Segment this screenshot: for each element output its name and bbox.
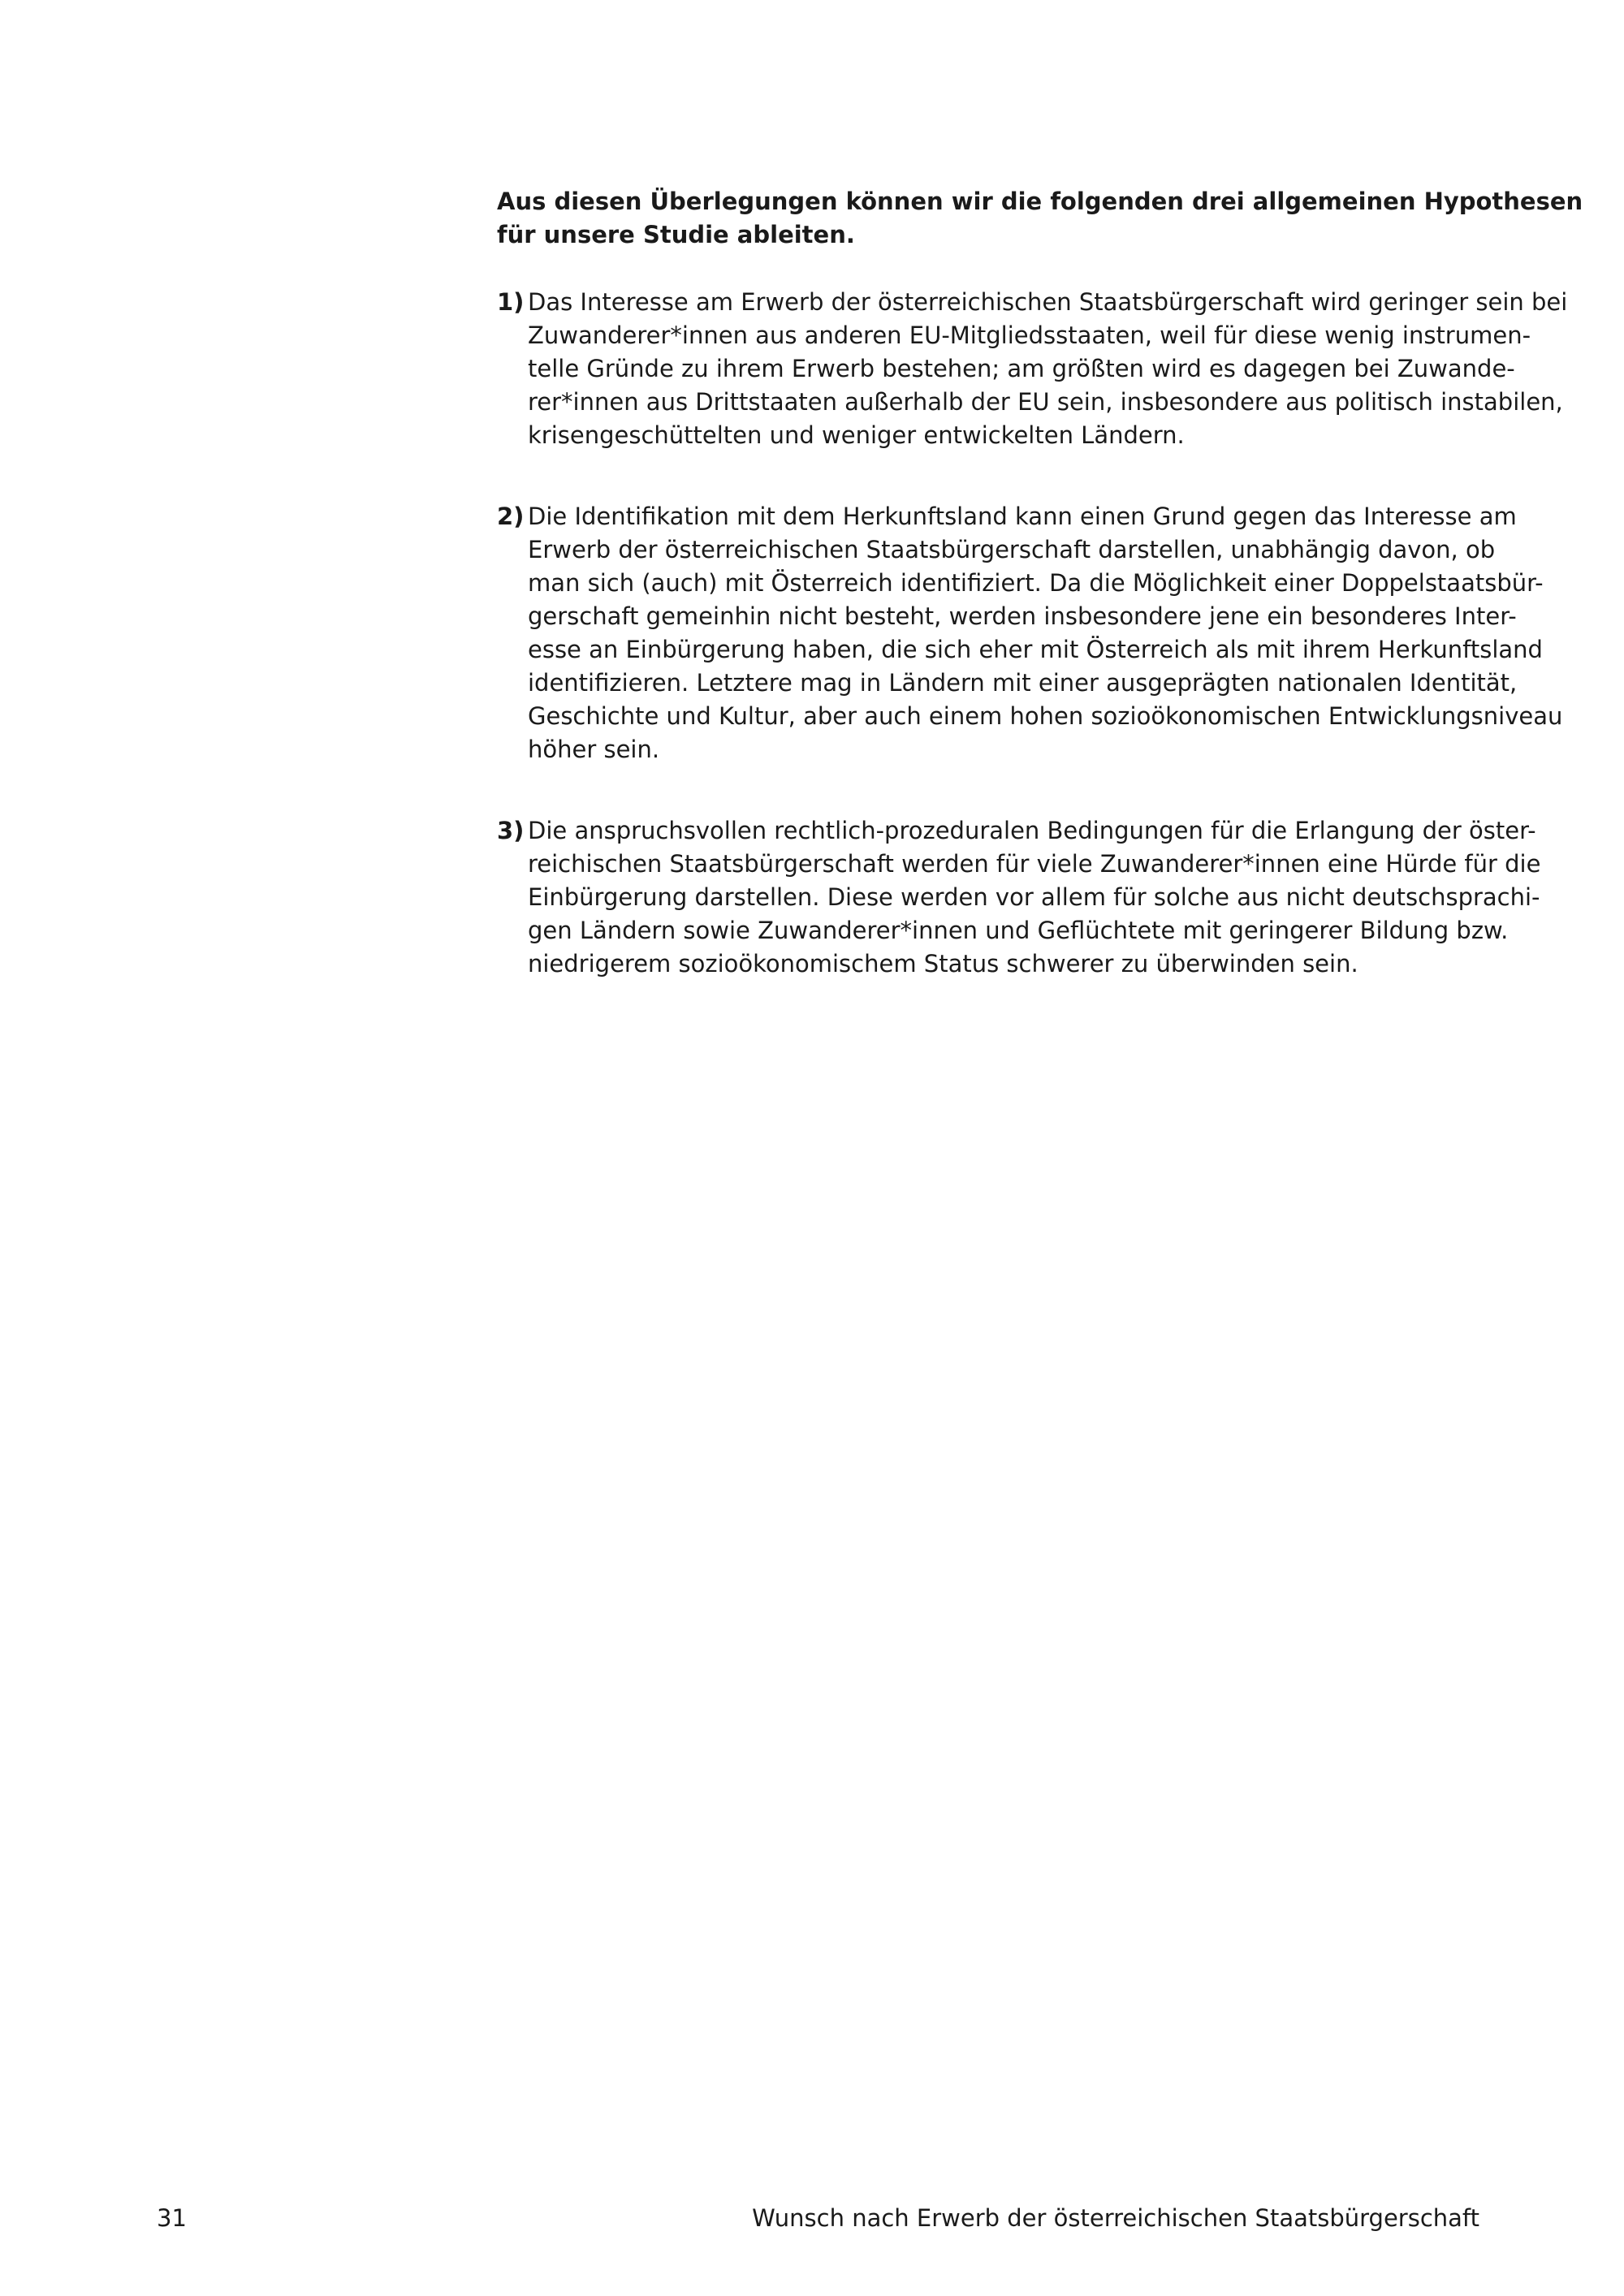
- hypothesis-text: [528, 814, 1540, 981]
- hypothesis-line: rer*innen aus Drittstaaten außerhalb der EU sein, insbesondere aus politisch instabilen,: [528, 388, 1563, 416]
- hypothesis-line: esse an Einbürgerung haben, die sich eher mit Österreich als mit ihrem Herkunftsland: [528, 636, 1543, 663]
- hypothesis-line: höher sein.: [528, 736, 660, 763]
- intro-heading: [497, 185, 1583, 252]
- hypothesis-line: identifizieren. Letztere mag in Ländern mit einer ausgeprägten nationalen Identität,: [528, 669, 1518, 697]
- hypothesis-line: gen Ländern sowie Zuwanderer*innen und Geflüchtete mit geringerer Bildung bzw.: [528, 917, 1509, 944]
- hypothesis-line: Die Identifikation mit dem Herkunftsland kann einen Grund gegen das Interesse am: [528, 503, 1517, 530]
- hypothesis-line: niedrigerem sozioökonomischem Status schwerer zu überwinden sein.: [528, 950, 1358, 978]
- hypothesis-line: Die anspruchsvollen rechtlich-prozeduralen Bedingungen für die Erlangung der öster-: [528, 817, 1536, 844]
- hypothesis-line: Einbürgerung darstellen. Diese werden vor allem für solche aus nicht deutschsprachi-: [528, 883, 1540, 911]
- hypothesis-text: [528, 286, 1567, 452]
- intro-line: Aus diesen Überlegungen können wir die folgenden drei allgemeinen Hypothesen: [497, 188, 1583, 215]
- page-number: 31: [157, 2204, 187, 2232]
- hypothesis-line: Erwerb der österreichischen Staatsbürgerschaft darstellen, unabhängig davon, ob: [528, 536, 1496, 563]
- hypothesis-text: [528, 500, 1562, 766]
- hypothesis-line: reichischen Staatsbürgerschaft werden für viele Zuwanderer*innen eine Hürde für die: [528, 850, 1541, 878]
- hypothesis-line: gerschaft gemeinhin nicht besteht, werden insbesondere jene ein besonderes Inter-: [528, 602, 1517, 630]
- intro-line: für unsere Studie ableiten.: [497, 221, 855, 248]
- hypothesis-line: man sich (auch) mit Österreich identifiziert. Da die Möglichkeit einer Doppelstaatsbür-: [528, 569, 1544, 597]
- running-title: Wunsch nach Erwerb der österreichischen Staatsbürgerschaft: [752, 2204, 1479, 2232]
- hypothesis-number: 3): [497, 817, 525, 844]
- hypothesis-line: Zuwanderer*innen aus anderen EU-Mitgliedsstaaten, weil für diese wenig instrumen-: [528, 322, 1531, 349]
- hypothesis-line: krisengeschüttelten und weniger entwickelten Ländern.: [528, 421, 1185, 449]
- hypothesis-line: Das Interesse am Erwerb der österreichischen Staatsbürgerschaft wird geringer sein bei: [528, 288, 1568, 316]
- hypothesis-line: telle Gründe zu ihrem Erwerb bestehen; am größten wird es dagegen bei Zuwande-: [528, 355, 1515, 382]
- hypothesis-number: 2): [497, 503, 525, 530]
- hypothesis-number: 1): [497, 288, 525, 316]
- hypothesis-line: Geschichte und Kultur, aber auch einem hohen sozioökonomischen Entwicklungsniveau: [528, 702, 1563, 730]
